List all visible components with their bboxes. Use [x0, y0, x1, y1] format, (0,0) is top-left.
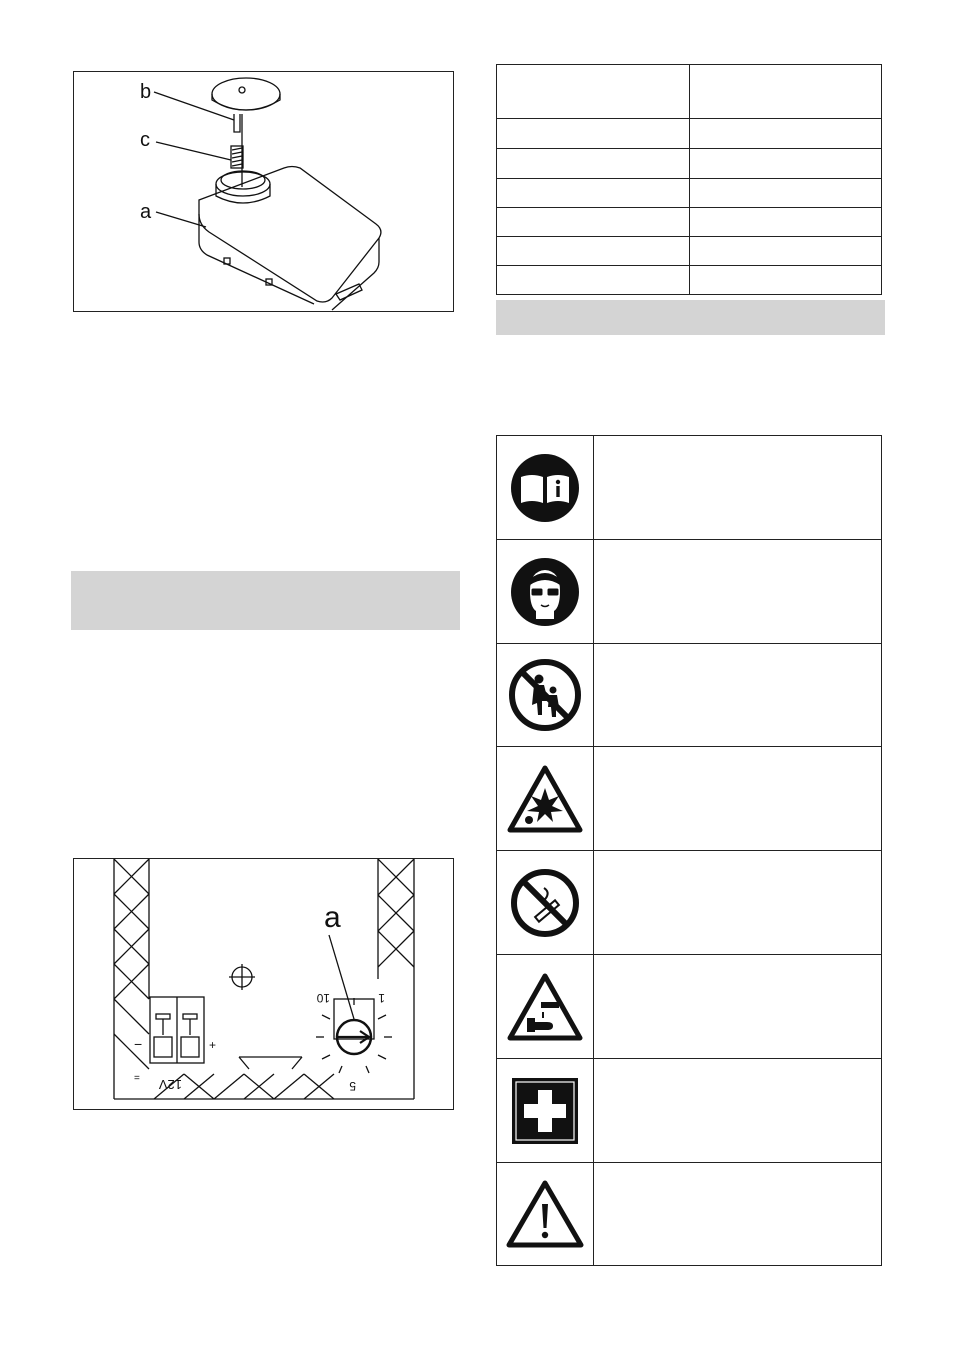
corrosive-warning-icon [507, 972, 583, 1042]
control-board-illustration [74, 859, 453, 1109]
scale-5: 5 [349, 1079, 356, 1093]
table-cell [497, 266, 690, 295]
symbol-description [594, 955, 882, 1059]
table-cell [690, 208, 882, 237]
keep-children-away-icon [507, 657, 583, 733]
table-cell [690, 149, 882, 179]
spec-table [496, 64, 882, 295]
table-row [497, 208, 882, 237]
symbol-description [594, 540, 882, 644]
symbol-description [594, 1059, 882, 1163]
symbol-description [594, 1163, 882, 1266]
explosion-warning-icon [507, 764, 583, 834]
general-warning-icon [505, 1178, 585, 1250]
no-smoking-icon [510, 868, 580, 938]
table-cell [497, 119, 690, 149]
symbol-description [594, 851, 882, 955]
section-heading-band-left [71, 571, 460, 630]
table-cell [690, 119, 882, 149]
table-row [497, 955, 882, 1059]
terminal-plus: + [209, 1038, 217, 1052]
table-row [497, 540, 882, 644]
table-cell [497, 208, 690, 237]
table-row [497, 237, 882, 266]
voltage-label: 12V [158, 1077, 182, 1092]
table-row [497, 1163, 882, 1266]
table-row [497, 851, 882, 955]
table-cell [497, 237, 690, 266]
table-row [497, 747, 882, 851]
table-row [497, 65, 882, 119]
table-cell [497, 65, 690, 119]
table-row [497, 179, 882, 208]
table-cell [497, 179, 690, 208]
scale-1: 1 [378, 991, 385, 1005]
table-cell [690, 179, 882, 208]
figure-control-board [73, 858, 454, 1110]
table-cell [690, 266, 882, 295]
label-c: c [140, 129, 150, 151]
safety-symbols-table [496, 435, 882, 1266]
symbol-description [594, 747, 882, 851]
label-pot-a: a [324, 901, 341, 934]
scale-10: 10 [316, 991, 330, 1005]
ground-mark: = [134, 1073, 140, 1084]
tank-illustration [74, 72, 453, 311]
table-row [497, 1059, 882, 1163]
table-row [497, 149, 882, 179]
read-manual-icon [510, 453, 580, 523]
figure-tank [73, 71, 454, 312]
table-row [497, 266, 882, 295]
table-row [497, 436, 882, 540]
terminal-minus: − [134, 1036, 143, 1052]
table-cell [497, 149, 690, 179]
table-cell [690, 237, 882, 266]
table-cell [690, 65, 882, 119]
table-row [497, 644, 882, 747]
first-aid-icon [511, 1077, 579, 1145]
symbol-description [594, 436, 882, 540]
label-b: b [140, 81, 152, 103]
wear-goggles-icon [510, 557, 580, 627]
symbol-description [594, 644, 882, 747]
section-heading-band-right [496, 300, 885, 335]
table-row [497, 119, 882, 149]
label-a: a [140, 201, 152, 223]
